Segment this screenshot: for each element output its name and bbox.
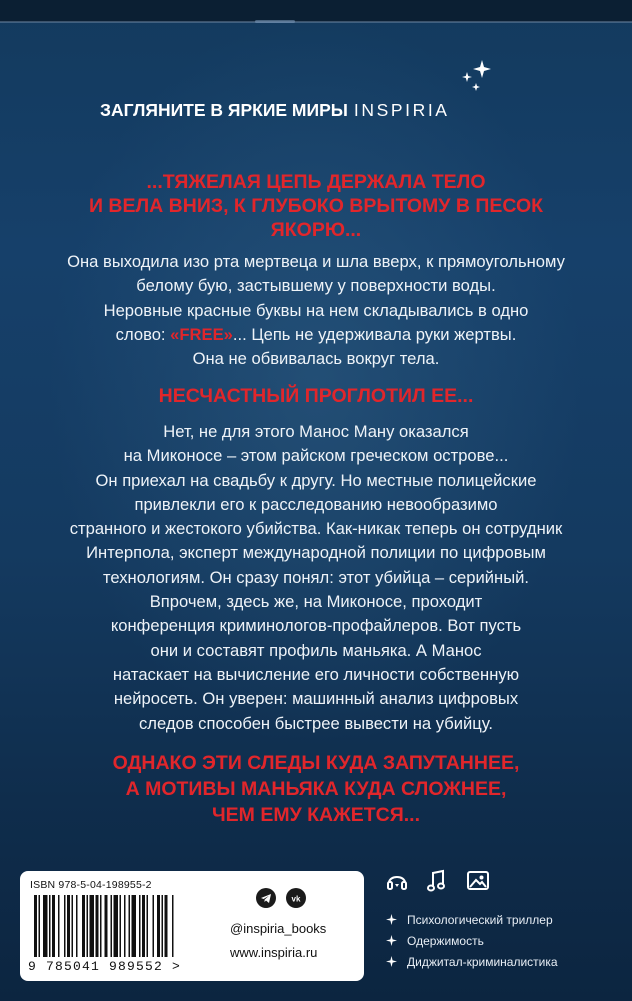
- music-icon: [426, 869, 446, 893]
- cover-top-band: [0, 0, 632, 22]
- paragraph-two: [0, 420, 632, 736]
- image-icon: [466, 870, 490, 892]
- barcode-graphic: [28, 895, 228, 961]
- intro-line: ЯКОРЮ...: [270, 219, 362, 241]
- genre-item: [386, 930, 558, 951]
- telegram-icon[interactable]: [256, 888, 276, 908]
- vk-icon[interactable]: [286, 888, 306, 908]
- para-line: Она выходила изо рта мертвеца и шла вверх, к прямоугольному: [67, 252, 565, 271]
- para-line: [0, 323, 632, 347]
- para-line: странного и жестокого убийства. Как-никак теперь он сотрудник: [69, 519, 563, 539]
- format-icons: [386, 869, 506, 895]
- para-line: Неровные красные буквы на нем складывались в одно: [103, 300, 529, 320]
- genre-label: Одержимость: [407, 933, 484, 948]
- website-link[interactable]: www.inspiria.ru: [230, 945, 318, 960]
- para-line: привлекли его к расследованию невообразимо: [134, 494, 498, 514]
- outro-line: А МОТИВЫ МАНЬЯКА КУДА СЛОЖНЕЕ,: [125, 778, 507, 800]
- barcode-digits: 9 785041 989552 >: [28, 959, 182, 974]
- genre-item: [386, 951, 558, 972]
- publisher-brand: INSPIRIA: [353, 100, 450, 120]
- para-line: нейросеть. Он уверен: машинный анализ цифровых: [113, 689, 519, 709]
- mid-red-line: НЕСЧАСТНЫЙ ПРОГЛОТИЛ ЕЕ...: [158, 385, 474, 407]
- para-line: конференция криминологов-профайлеров. Вот пусть: [110, 616, 522, 636]
- intro-line: И ВЕЛА ВНИЗ, К ГЛУБОКО ВРЫТОМУ В ПЕСОК: [88, 195, 544, 217]
- social-handle[interactable]: @inspiria_books: [230, 921, 327, 936]
- outro-line: ОДНАКО ЭТИ СЛЕДЫ КУДА ЗАПУТАННЕЕ,: [112, 752, 520, 774]
- outro-line: ЧЕМ ЕМУ КАЖЕТСЯ...: [211, 804, 421, 826]
- para-line: следов способен быстрее вывести на убийцу.: [138, 713, 493, 733]
- para-line: натаскает на вычисление его личности собственную: [112, 664, 520, 684]
- para-line: белому бую, застывшему у поверхности воды.: [136, 276, 496, 296]
- intro-red-quote: [0, 170, 632, 242]
- intro-line: ...ТЯЖЕЛАЯ ЦЕПЬ ДЕРЖАЛА ТЕЛО: [146, 171, 486, 193]
- genre-label: Диджитал-криминалистика: [407, 954, 558, 969]
- barcode-card: [20, 871, 364, 981]
- para-line-post: ... Цепь не удерживала руки жертвы.: [232, 324, 517, 344]
- para-line: Интерпола, эксперт международной полиции по цифровым: [86, 543, 546, 563]
- paragraph-one: [0, 250, 632, 371]
- isbn-number: ISBN 978-5-04-198955-2: [30, 879, 152, 891]
- audiobook-icon: [386, 869, 408, 893]
- slogan-text: ЗАГЛЯНИТЕ В ЯРКИЕ МИРЫ: [100, 100, 348, 120]
- para-line: Нет, не для этого Манос Ману оказался: [163, 422, 469, 441]
- middle-red-heading: [0, 384, 632, 408]
- para-line: Он приехал на свадьбу к другу. Но местные полицейские: [95, 470, 537, 490]
- genre-label: Психологический триллер: [407, 912, 553, 927]
- genre-list: [386, 909, 558, 972]
- para-line: технологиям. Он сразу понял: этот убийца – серийный.: [102, 567, 530, 587]
- publisher-slogan: [100, 100, 500, 121]
- para-line: на Миконосе – этом райском греческом острове...: [123, 446, 509, 466]
- star-icon: [386, 956, 397, 967]
- genre-item: [386, 909, 558, 930]
- para-line: Впрочем, здесь же, на Миконосе, проходит: [149, 592, 483, 612]
- free-word: «FREE»: [170, 324, 233, 344]
- star-icon: [386, 914, 397, 925]
- sparkle-icon: [460, 58, 492, 94]
- para-line-pre: слово:: [115, 324, 171, 344]
- outro-red-quote: [0, 750, 632, 828]
- water-highlight: [255, 20, 295, 23]
- social-icons: [256, 888, 312, 908]
- para-line: они и составят профиль маньяка. А Манос: [150, 640, 482, 660]
- svg-text:vk: vk: [292, 894, 301, 904]
- star-icon: [386, 935, 397, 946]
- para-line: Она не обвивалась вокруг тела.: [192, 349, 440, 369]
